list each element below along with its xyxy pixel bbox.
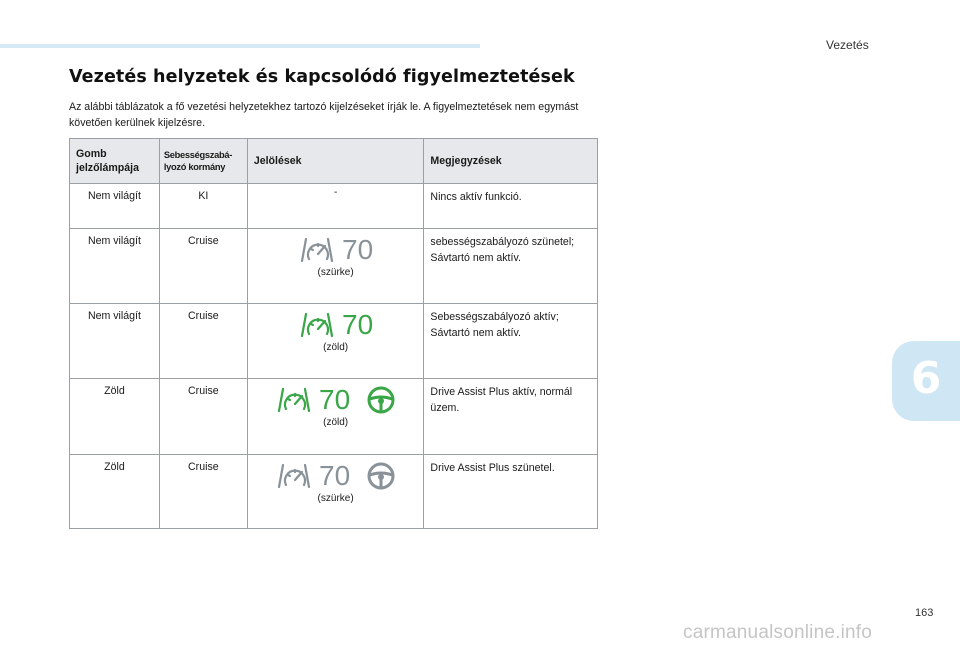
chapter-tab bbox=[892, 341, 960, 421]
page-title: Vezetés helyzetek és kapcsolódó figyelmeztetések bbox=[69, 67, 575, 87]
wheel-state: Cruise bbox=[188, 461, 219, 473]
table-row bbox=[70, 229, 598, 304]
indicator-caption: (zöld) bbox=[323, 342, 349, 353]
table-row bbox=[70, 455, 598, 529]
steering-wheel-icon-green bbox=[366, 385, 396, 415]
indicator-caption: (zöld) bbox=[323, 417, 349, 428]
indicator-caption: (szürke) bbox=[317, 493, 354, 504]
indicator-none: - bbox=[333, 187, 338, 198]
button-state: Nem világít bbox=[87, 235, 141, 247]
speed-value: 70 bbox=[319, 384, 351, 415]
note-text: Nincs aktív funkció. bbox=[430, 191, 522, 203]
header-accent-bar bbox=[0, 44, 480, 48]
button-state: Zöld bbox=[104, 461, 125, 473]
button-state: Zöld bbox=[104, 385, 125, 397]
speedometer-icon-green bbox=[298, 310, 334, 340]
note-text: Sebességszabályozó aktív; Sávtartó nem aktív. bbox=[430, 311, 559, 339]
speedometer-icon-green bbox=[275, 385, 311, 415]
table-row bbox=[70, 304, 598, 379]
table-row bbox=[70, 184, 598, 229]
button-state: Nem világít bbox=[87, 190, 141, 202]
header-steering-control: Sebességszabá- lyozó kormány bbox=[159, 139, 247, 184]
speed-value: 70 bbox=[319, 460, 351, 491]
speedometer-icon-grey bbox=[298, 235, 334, 265]
wheel-state: Cruise bbox=[188, 235, 219, 247]
header-notes: Megjegyzések bbox=[424, 139, 598, 184]
speed-value: 70 bbox=[342, 234, 374, 265]
note-text: sebességszabályozó szünetel; Sávtartó nem aktív. bbox=[430, 236, 575, 264]
note-text: Drive Assist Plus szünetel. bbox=[430, 462, 555, 474]
button-state: Nem világít bbox=[87, 310, 141, 322]
intro-paragraph: Az alábbi táblázatok a fő vezetési helyzetekhez tartozó kijelzéseket írják le. A figyelmeztetések nem egymást követően kerülnek kijelzésre. bbox=[69, 101, 579, 129]
page-number: 163 bbox=[915, 607, 934, 619]
header-button-light: Gomb jelzőlámpája bbox=[70, 139, 160, 184]
status-table bbox=[69, 138, 598, 529]
wheel-state: Cruise bbox=[188, 385, 219, 397]
section-title: Vezetés bbox=[826, 38, 869, 52]
wheel-state: KI bbox=[198, 190, 209, 202]
indicator-caption: (szürke) bbox=[317, 267, 354, 278]
chapter-number: 6 bbox=[910, 353, 942, 404]
note-text: Drive Assist Plus aktív, normál üzem. bbox=[430, 386, 573, 414]
watermark: carmanualsonline.info bbox=[683, 622, 873, 643]
steering-wheel-icon-grey bbox=[366, 461, 396, 491]
speed-value: 70 bbox=[342, 309, 374, 340]
wheel-state: Cruise bbox=[188, 310, 219, 322]
table-header-row bbox=[70, 139, 598, 184]
header-indications: Jelölések bbox=[247, 139, 424, 184]
table-row bbox=[70, 379, 598, 455]
speedometer-icon-grey bbox=[275, 461, 311, 491]
